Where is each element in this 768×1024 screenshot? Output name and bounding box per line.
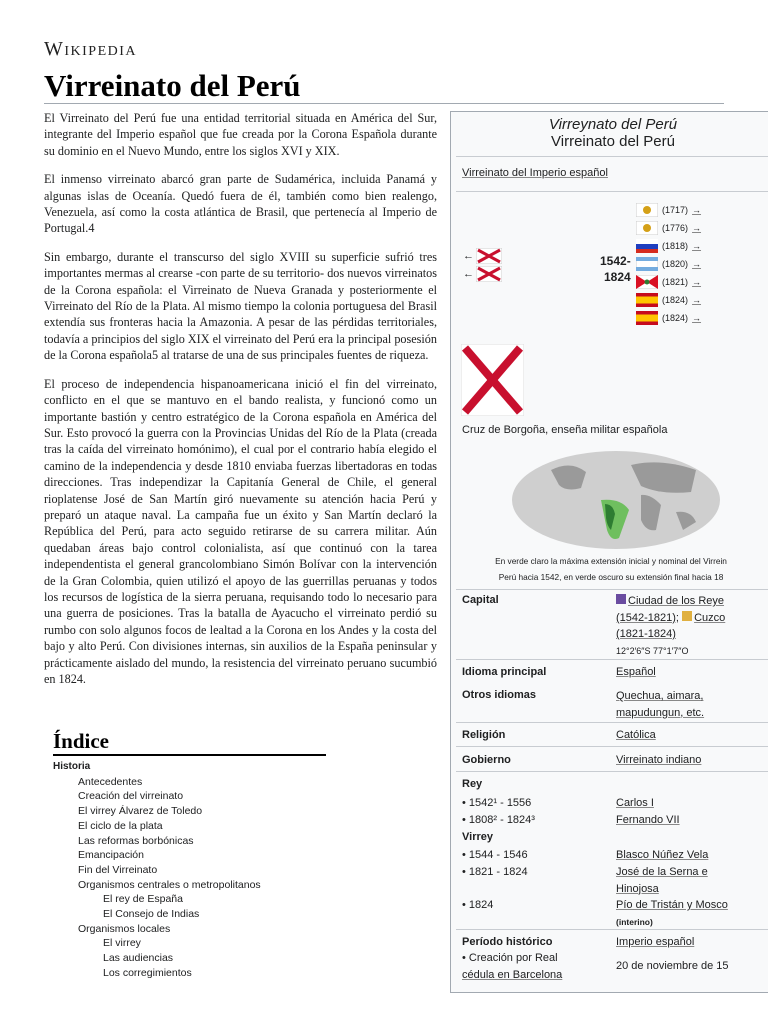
virrey-name[interactable]: Blasco Núñez Vela xyxy=(616,849,709,861)
forward-arrow-icon[interactable]: → xyxy=(692,223,702,233)
successor-row[interactable] xyxy=(636,275,701,289)
capital-coordinates[interactable]: 12°2′6″S 77°1′7″O xyxy=(616,645,689,656)
otros-idiomas-label: Otros idiomas xyxy=(462,689,536,701)
predecessor-row[interactable] xyxy=(463,247,502,265)
wikipedia-wordmark[interactable]: Wikipedia xyxy=(44,38,138,60)
page-title: Virreinato del Perú xyxy=(44,68,301,103)
virrey-name-line[interactable]: José de la Serna e xyxy=(616,866,708,878)
forward-arrow-icon[interactable]: → xyxy=(692,205,702,215)
capital-dates: (1542-1821); xyxy=(616,611,679,624)
period-years: 1542- 1824 xyxy=(600,254,631,284)
toc-item[interactable]: Creación del virreinato xyxy=(78,790,184,803)
successor-row[interactable] xyxy=(636,293,701,307)
infobox-title-italic: Virreynato del Perú xyxy=(548,116,678,133)
paragraph-2: El inmenso virreinato abarcó gran parte de Sudamérica, incluida Panamá y algunas islas de Oceanía. Quedó fuera de él, también como bien realengo, Venezuela, así como la costa atlántica de Brasil, que pertenecía al Imperio de Portugal.4 xyxy=(44,172,437,236)
forward-arrow-icon[interactable]: → xyxy=(692,313,702,323)
successor-year: (1824) xyxy=(662,295,689,305)
capital-value xyxy=(616,593,725,659)
periodo-value[interactable]: Imperio español xyxy=(616,936,695,948)
capital-dates-2: (1821-1824) xyxy=(616,628,676,640)
toc-item[interactable]: Organismos centrales o metropolitanos xyxy=(78,878,261,891)
toc-item[interactable]: Las reformas borbónicas xyxy=(78,834,194,847)
capital-link-cuzco[interactable]: Cuzco xyxy=(694,611,726,624)
spain-flag-icon xyxy=(636,293,658,307)
infobox-divider xyxy=(456,191,768,192)
rey-label: Rey xyxy=(462,778,483,790)
table-of-contents xyxy=(53,760,261,981)
virrey-date: • 1824 xyxy=(462,899,494,911)
religion-value[interactable]: Católica xyxy=(616,729,656,741)
successor-year: (1820) xyxy=(662,259,689,269)
virrey-date: • 1544 - 1546 xyxy=(462,849,528,861)
toc-divider xyxy=(53,754,326,756)
rey-date: • 1542¹ - 1556 xyxy=(462,797,532,809)
article-body xyxy=(44,110,437,699)
paragraph-3: Sin embargo, durante el transcurso del siglo XVIII su superficie sufrió tres importantes mermas al crearse -con parte de su territorio- dos nuevos virreinatos de la Corona española: el Virreinato de Nueva Granada y posteriormente el Virreinato del Río de la Plata. Al mismo tiempo la colonia portuguesa del Brasil extendía sus fronteras hacia la Amazonia. A pesar de las pérdidas territoriales, todavía a principios del siglo XIX el virreinato del Perú era la principal posesión de la Corona española5 al tratarse de una de sus principales fuentes de riqueza. xyxy=(44,249,437,363)
virrey-name-line[interactable]: Hinojosa xyxy=(616,882,659,895)
burgundy-cross-flag-image[interactable] xyxy=(461,344,524,416)
argentina-flag-icon xyxy=(636,257,658,271)
virrey-name[interactable] xyxy=(616,864,708,897)
gobierno-value[interactable]: Virreinato indiano xyxy=(616,754,702,766)
idioma-value[interactable]: Español xyxy=(616,666,656,678)
periodo-label: Período histórico xyxy=(462,936,553,948)
infobox-divider xyxy=(456,771,768,772)
infobox-divider xyxy=(456,929,768,930)
capital-link-lima[interactable]: Ciudad de los Reye xyxy=(628,595,725,607)
back-arrow-icon[interactable]: ← xyxy=(463,268,474,280)
successor-row[interactable] xyxy=(636,257,701,271)
toc-item[interactable]: Fin del Virreinato xyxy=(78,863,158,876)
successor-year: (1821) xyxy=(662,277,689,287)
lima-coat-of-arms-icon xyxy=(616,594,626,604)
infobox-divider xyxy=(456,722,768,723)
toc-item[interactable]: Los corregimientos xyxy=(103,966,192,979)
successor-year: (1776) xyxy=(662,223,689,233)
forward-arrow-icon[interactable]: → xyxy=(692,259,702,269)
spain-flag-icon xyxy=(636,203,658,217)
virrey-label: Virrey xyxy=(462,831,493,843)
toc-item[interactable]: El rey de España xyxy=(103,893,183,906)
infobox xyxy=(450,111,768,993)
infobox-divider xyxy=(456,156,768,157)
otros-idiomas-line[interactable]: mapudungun, etc. xyxy=(616,706,705,719)
flag-caption: Cruz de Borgoña, enseña militar española xyxy=(462,424,668,436)
virrey-name[interactable] xyxy=(616,897,728,930)
burgundy-cross-flag-icon xyxy=(476,266,502,282)
religion-label: Religión xyxy=(462,729,506,741)
rey-name[interactable]: Fernando VII xyxy=(616,814,680,826)
creacion-date: 20 de noviembre de 15 xyxy=(616,960,729,972)
rey-name[interactable]: Carlos I xyxy=(616,797,654,809)
toc-item[interactable]: El ciclo de la plata xyxy=(78,819,163,832)
peru-flag-icon xyxy=(636,275,658,289)
gobierno-label: Gobierno xyxy=(462,754,511,766)
toc-item[interactable]: El virrey xyxy=(103,937,141,950)
successor-year: (1818) xyxy=(662,241,689,251)
world-map-image[interactable] xyxy=(511,450,721,550)
infobox-subtitle[interactable] xyxy=(462,167,608,179)
title-divider xyxy=(44,103,724,104)
toc-item[interactable]: Las audiencias xyxy=(103,952,174,965)
toc-item[interactable]: Emancipación xyxy=(78,849,144,862)
successor-row[interactable] xyxy=(636,239,701,253)
paragraph-1: El Virreinato del Perú fue una entidad territorial situada en América del Sur, integrante del Imperio español que fue creada por la Corona Española durante su dominio en el Nuevo Mundo, entre los siglos XVI y XIX. xyxy=(44,111,437,158)
creacion-line[interactable]: cédula en Barcelona xyxy=(462,968,563,981)
back-arrow-icon[interactable]: ← xyxy=(463,250,474,262)
chile-flag-icon xyxy=(636,239,658,253)
infobox-subtitle-link[interactable]: Virreinato del Imperio español xyxy=(462,167,608,179)
infobox-divider xyxy=(456,659,768,660)
creacion-line: • Creación por Real xyxy=(462,952,558,964)
toc-item[interactable]: Historia xyxy=(53,761,91,772)
toc-heading: Índice xyxy=(53,729,110,753)
spain-flag-icon xyxy=(636,221,658,235)
virrey-date: • 1821 - 1824 xyxy=(462,866,528,878)
infobox-divider xyxy=(456,746,768,747)
infobox-divider xyxy=(456,589,768,590)
successor-row[interactable] xyxy=(636,203,701,217)
capital-label: Capital xyxy=(462,594,499,606)
cusco-coat-of-arms-icon xyxy=(682,611,692,621)
forward-arrow-icon[interactable]: → xyxy=(692,241,702,251)
successor-year: (1717) xyxy=(662,205,689,215)
idioma-label: Idioma principal xyxy=(462,666,547,678)
infobox-title xyxy=(451,116,768,150)
predecessor-row[interactable] xyxy=(463,265,502,283)
successor-year: (1824) xyxy=(662,313,689,323)
rey-date: • 1808² - 1824³ xyxy=(462,814,535,826)
successor-row[interactable] xyxy=(636,311,701,325)
toc-item[interactable]: Organismos locales xyxy=(78,922,171,935)
forward-arrow-icon[interactable]: → xyxy=(692,295,702,305)
map-caption-line: En verde claro la máxima extensión inicial y nominal del Virrein xyxy=(495,556,727,566)
spain-flag-icon xyxy=(636,311,658,325)
virrey-name-line[interactable]: Pío de Tristán y Mosco xyxy=(616,899,728,911)
forward-arrow-icon[interactable]: → xyxy=(692,277,702,287)
otros-idiomas-line[interactable]: Quechua, aimara, xyxy=(616,690,704,702)
infobox-title-main: Virreinato del Perú xyxy=(551,133,675,150)
creacion-label xyxy=(462,950,562,983)
paragraph-4: El proceso de independencia hispanoamericana inició el fin del virreinato, conflicto en el que se mantuvo en el bando realista, y funcionó como un importante bastión y centro estratégico de la Corona española en América del Sur. Esto provocó la guerra con la Provincias Unidas del Río de la Plata (creada tras la caída del virreinato homónimo), el cual por el contrario había elegido el camino de la independencia y desde 1810 enviaba fuerzas libertadoras en todas direcciones. Tras independizar la Capitanía General de Chile, el general rioplatense José de San Martín giró nuevamente su atención hacia Perú y preparó un ataque naval. La campaña fue un éxito y San Martín declaró la República del Perú, para acto seguido retirarse de su carrera militar. Aún quedaban áreas bajo control colonialista, así que continuó con la tarea independentista el general grancolombiano Simón Bolívar con la intervención de la Gran Colombia, quien utilizó el apoyo de las guerrillas peruanas y todos los recursos de logística de la sierra peruana, requisando todo lo necesario para una guerra de posiciones. Tras la batalla de Ayacucho el virreinato perdió su rumbo con solo algunos focos de lealtad a la Corona en los Andes y la costa del bajo y alto Perú. Con divisiones internas, sin auxilios de la España peninsular y prácticamente aislado del mundo, la resistencia del virreinato peruano sucumbió en 1824. xyxy=(44,376,437,686)
predecessor-flags xyxy=(463,247,502,283)
toc-item[interactable]: Antecedentes xyxy=(78,775,143,788)
toc-item[interactable]: El Consejo de Indias xyxy=(103,908,200,921)
map-caption xyxy=(455,553,767,585)
burgundy-cross-flag-icon xyxy=(476,248,502,264)
map-caption-line: Perú hacia 1542, en verde oscuro su extensión final hacia 18 xyxy=(498,572,724,582)
toc-item[interactable]: El virrey Álvarez de Toledo xyxy=(78,805,203,818)
virrey-note: (interino) xyxy=(616,916,653,927)
otros-idiomas-value[interactable] xyxy=(616,688,704,721)
successor-row[interactable] xyxy=(636,221,701,235)
